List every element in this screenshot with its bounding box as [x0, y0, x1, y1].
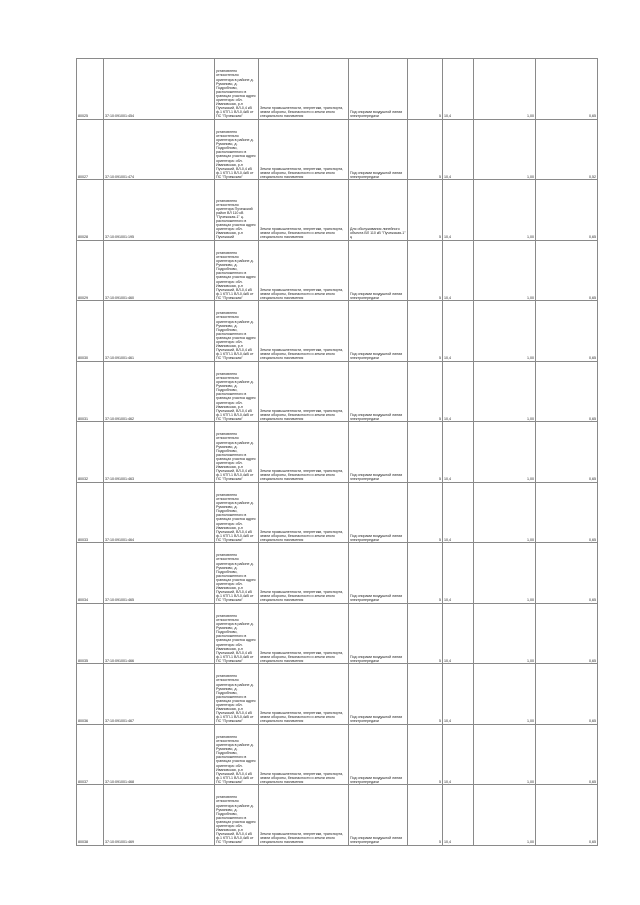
cell-cadastral-number: 37:10:091001:464	[104, 482, 215, 543]
cell-permitted-use: Под опорами воздушной линии электропередачи	[349, 543, 408, 604]
cell-permitted-use: Под опорами воздушной линии электропередачи	[349, 482, 408, 543]
cell-id: 80036	[77, 664, 104, 725]
cell-permitted-use: Под опорами воздушной линии электропередачи	[349, 724, 408, 785]
cell-cadastral-number: 37:10:091001:461	[104, 301, 215, 362]
cell-cadastral-number: 37:10:091001:463	[104, 422, 215, 483]
cell-area: 5	[408, 59, 443, 120]
cell-cost: 0,65	[536, 240, 598, 301]
cell-cadastral-number: 37:10:091001:462	[104, 361, 215, 422]
cell-location-description: установлено относительно ориентира в районе д. Румяново, д. Подробново, расположенного в границах участка адрес ориентира: обл. Ивановская, р-н Пучежский, ВЛ-0,4 кВ ф.1 КТП-1 ВЛ-0,4кВ от ПС "Пучежская"	[215, 301, 259, 362]
cell-id: 80034	[77, 543, 104, 604]
cell-ratio: 1,00	[474, 119, 536, 180]
cell-ratio: 1,00	[474, 59, 536, 120]
cell-area: 5	[408, 785, 443, 846]
cell-cadastral-number: 37:10:091001:469	[104, 785, 215, 846]
cell-cadastral-number: 37:10:091001:466	[104, 603, 215, 664]
cell-location-description: установлено относительно ориентира в районе д. Румяново, д. Подробново, расположенного в границах участка адрес ориентира: обл. Ивановская, р-н Пучежский, ВЛ-0,4 кВ ф.1 КТП-1 ВЛ-0,4кВ от ПС "Пучежская"	[215, 543, 259, 604]
cell-permitted-use: Под опорами воздушной линии электропередачи	[349, 240, 408, 301]
cell-land-category: Земли промышленности, энергетики, транспорта, земли обороны, безопасности и земли иного специального назначения	[259, 240, 349, 301]
cell-area: 5	[408, 119, 443, 180]
cell-unit-value: 10,4	[443, 482, 474, 543]
cell-cost: 0,65	[536, 664, 598, 725]
cell-permitted-use: Под опорами воздушной линии электропередачи	[349, 59, 408, 120]
table-row	[77, 785, 598, 846]
cell-cost: 0,65	[536, 785, 598, 846]
cell-location-description: установлено относительно ориентира в районе д. Румяново, д. Подробново, расположенного в границах участка адрес ориентира: обл. Ивановская, р-н Пучежский, ВЛ-0,4 кВ ф.1 КТП-1 ВЛ-0,4кВ от ПС "Пучежская"	[215, 119, 259, 180]
cell-location-description: установлено относительно ориентира в районе д. Румяново, д. Подробново, расположенного в границах участка адрес ориентира: обл. Ивановская, р-н Пучежский, ВЛ-0,4 кВ ф.1 КТП-1 ВЛ-0,4кВ от ПС "Пучежская"	[215, 603, 259, 664]
cell-area: 5	[408, 180, 443, 241]
cell-unit-value: 10,4	[443, 603, 474, 664]
cell-location-description: установлено относительно ориентира в районе д. Румяново, д. Подробново, расположенного в границах участка адрес ориентира: обл. Ивановская, р-н Пучежский, ВЛ-0,4 кВ ф.1 КТП-1 ВЛ-0,4кВ от ПС "Пучежская"	[215, 422, 259, 483]
cell-id: 80035	[77, 603, 104, 664]
cell-cadastral-number: 37:10:091001:460	[104, 240, 215, 301]
cell-land-category: Земли промышленности, энергетики, транспорта, земли обороны, безопасности и земли иного специального назначения	[259, 422, 349, 483]
cell-permitted-use: Под опорами воздушной линии электропередачи	[349, 301, 408, 362]
cell-land-category: Земли промышленности, энергетики, транспорта, земли обороны, безопасности и земли иного специального назначения	[259, 785, 349, 846]
cell-id: 80037	[77, 724, 104, 785]
cell-location-description: установлено относительно ориентира в районе д. Румяново, д. Подробново, расположенного в границах участка адрес ориентира: обл. Ивановская, р-н Пучежский, ВЛ-0,4 кВ ф.1 КТП-1 ВЛ-0,4кВ от ПС "Пучежская"	[215, 59, 259, 120]
cell-cadastral-number: 37:10:091001:195	[104, 180, 215, 241]
cell-cadastral-number: 37:10:091001:468	[104, 724, 215, 785]
cell-cadastral-number: 37:10:091001:454	[104, 59, 215, 120]
table-row	[77, 724, 598, 785]
cell-ratio: 1,00	[474, 785, 536, 846]
cell-ratio: 1,00	[474, 240, 536, 301]
cell-land-category: Земли промышленности, энергетики, транспорта, земли обороны, безопасности и земли иного специального назначения	[259, 119, 349, 180]
table-row	[77, 301, 598, 362]
cell-permitted-use: Под опорами воздушной линии электропередачи	[349, 119, 408, 180]
table-row	[77, 361, 598, 422]
cell-location-description: установлено относительно ориентира в районе д. Румяново, д. Подробново, расположенного в границах участка адрес ориентира: обл. Ивановская, р-н Пучежский, ВЛ-0,4 кВ ф.1 КТП-1 ВЛ-0,4кВ от ПС "Пучежская"	[215, 361, 259, 422]
cell-land-category: Земли промышленности, энергетики, транспорта, земли обороны, безопасности и земли иного специального назначения	[259, 664, 349, 725]
table-row	[77, 664, 598, 725]
cell-cost: 0,65	[536, 724, 598, 785]
cell-id: 80031	[77, 361, 104, 422]
cell-id: 80028	[77, 180, 104, 241]
land-plot-table	[76, 58, 598, 846]
cell-id: 80029	[77, 240, 104, 301]
cell-land-category: Земли промышленности, энергетики, транспорта, земли обороны, безопасности и земли иного специального назначения	[259, 59, 349, 120]
cell-cost: 0,65	[536, 482, 598, 543]
cell-ratio: 1,00	[474, 180, 536, 241]
cell-location-description: установлено относительно ориентира в районе д. Румяново, д. Подробново, расположенного в границах участка адрес ориентира: обл. Ивановская, р-н Пучежский, ВЛ-0,4 кВ ф.1 КТП-1 ВЛ-0,4кВ от ПС "Пучежская"	[215, 724, 259, 785]
cell-ratio: 1,00	[474, 422, 536, 483]
cell-id: 80027	[77, 119, 104, 180]
cell-id: 80030	[77, 301, 104, 362]
cell-cost: 0,52	[536, 119, 598, 180]
cell-ratio: 1,00	[474, 482, 536, 543]
table-row	[77, 119, 598, 180]
cell-id: 80033	[77, 482, 104, 543]
cell-location-description: установлено относительно ориентира в районе д. Румяново, д. Подробново, расположенного в границах участка адрес ориентира: обл. Ивановская, р-н Пучежский, ВЛ-0,4 кВ ф.1 КТП-1 ВЛ-0,4кВ от ПС "Пучежская"	[215, 240, 259, 301]
cell-unit-value: 10,4	[443, 59, 474, 120]
cell-area: 5	[408, 422, 443, 483]
cell-cost: 0,65	[536, 301, 598, 362]
cell-unit-value: 10,4	[443, 180, 474, 241]
cell-permitted-use: Под опорами воздушной линии электропередачи	[349, 361, 408, 422]
cell-ratio: 1,00	[474, 543, 536, 604]
cell-cadastral-number: 37:10:091001:474	[104, 119, 215, 180]
cell-location-description: установлено относительно ориентира в районе д. Румяново, д. Подробново, расположенного в границах участка адрес ориентира: обл. Ивановская, р-н Пучежский, ВЛ-0,4 кВ ф.1 КТП-1 ВЛ-0,4кВ от ПС "Пучежская"	[215, 785, 259, 846]
cell-land-category: Земли промышленности, энергетики, транспорта, земли обороны, безопасности и земли иного специального назначения	[259, 724, 349, 785]
cell-land-category: Земли промышленности, энергетики, транспорта, земли обороны, безопасности и земли иного специального назначения	[259, 301, 349, 362]
cell-cost: 0,65	[536, 59, 598, 120]
cell-id: 80032	[77, 422, 104, 483]
cell-land-category: Земли промышленности, энергетики, транспорта, земли обороны, безопасности и земли иного специального назначения	[259, 180, 349, 241]
cell-permitted-use: Под опорами воздушной линии электропередачи	[349, 422, 408, 483]
cell-land-category: Земли промышленности, энергетики, транспорта, земли обороны, безопасности и земли иного специального назначения	[259, 543, 349, 604]
cell-cost: 0,65	[536, 180, 598, 241]
table-row	[77, 422, 598, 483]
cell-unit-value: 10,4	[443, 664, 474, 725]
cell-area: 5	[408, 664, 443, 725]
cell-unit-value: 10,4	[443, 119, 474, 180]
cell-location-description: установлено относительно ориентира Пучежский район ВЛ 110 кВ "Пучежская-1" ц. расположенного в границах участка адрес ориентира: обл. Ивановская, р-н Пучежский	[215, 180, 259, 241]
cell-land-category: Земли промышленности, энергетики, транспорта, земли обороны, безопасности и земли иного специального назначения	[259, 361, 349, 422]
cell-area: 5	[408, 724, 443, 785]
cell-location-description: установлено относительно ориентира в районе д. Румяново, д. Подробново, расположенного в границах участка адрес ориентира: обл. Ивановская, р-н Пучежский, ВЛ-0,4 кВ ф.1 КТП-1 ВЛ-0,4кВ от ПС "Пучежская"	[215, 664, 259, 725]
cell-unit-value: 10,4	[443, 240, 474, 301]
cell-id: 80038	[77, 785, 104, 846]
cell-location-description: установлено относительно ориентира в районе д. Румяново, д. Подробново, расположенного в границах участка адрес ориентира: обл. Ивановская, р-н Пучежский, ВЛ-0,4 кВ ф.1 КТП-1 ВЛ-0,4кВ от ПС "Пучежская"	[215, 482, 259, 543]
cell-permitted-use: Под опорами воздушной линии электропередачи	[349, 785, 408, 846]
cell-unit-value: 10,4	[443, 785, 474, 846]
cell-permitted-use: Для обслуживания линейного объекта ВЛ 110 кВ "Пучежская-1" ц	[349, 180, 408, 241]
cell-permitted-use: Под опорами воздушной линии электропередачи	[349, 603, 408, 664]
cell-unit-value: 10,4	[443, 724, 474, 785]
cell-area: 5	[408, 603, 443, 664]
cell-permitted-use: Под опорами воздушной линии электропередачи	[349, 664, 408, 725]
cell-unit-value: 10,4	[443, 301, 474, 362]
cell-area: 5	[408, 482, 443, 543]
table-row	[77, 180, 598, 241]
table-row	[77, 482, 598, 543]
cell-land-category: Земли промышленности, энергетики, транспорта, земли обороны, безопасности и земли иного специального назначения	[259, 603, 349, 664]
table-row	[77, 240, 598, 301]
cell-unit-value: 10,4	[443, 422, 474, 483]
cell-ratio: 1,00	[474, 664, 536, 725]
cell-ratio: 1,00	[474, 361, 536, 422]
cell-cost: 0,65	[536, 422, 598, 483]
table-row	[77, 543, 598, 604]
table-row	[77, 59, 598, 120]
cell-cost: 0,65	[536, 361, 598, 422]
cell-ratio: 1,00	[474, 603, 536, 664]
cell-area: 5	[408, 240, 443, 301]
cell-ratio: 1,00	[474, 724, 536, 785]
cell-cost: 0,65	[536, 603, 598, 664]
cell-id: 80025	[77, 59, 104, 120]
cell-unit-value: 10,4	[443, 543, 474, 604]
cell-ratio: 1,00	[474, 301, 536, 362]
table-row	[77, 603, 598, 664]
cell-unit-value: 10,4	[443, 361, 474, 422]
cell-area: 5	[408, 361, 443, 422]
cell-land-category: Земли промышленности, энергетики, транспорта, земли обороны, безопасности и земли иного специального назначения	[259, 482, 349, 543]
cell-area: 5	[408, 301, 443, 362]
cell-cost: 0,65	[536, 543, 598, 604]
cell-area: 5	[408, 543, 443, 604]
cell-cadastral-number: 37:10:091001:465	[104, 543, 215, 604]
cell-cadastral-number: 37:10:091001:467	[104, 664, 215, 725]
